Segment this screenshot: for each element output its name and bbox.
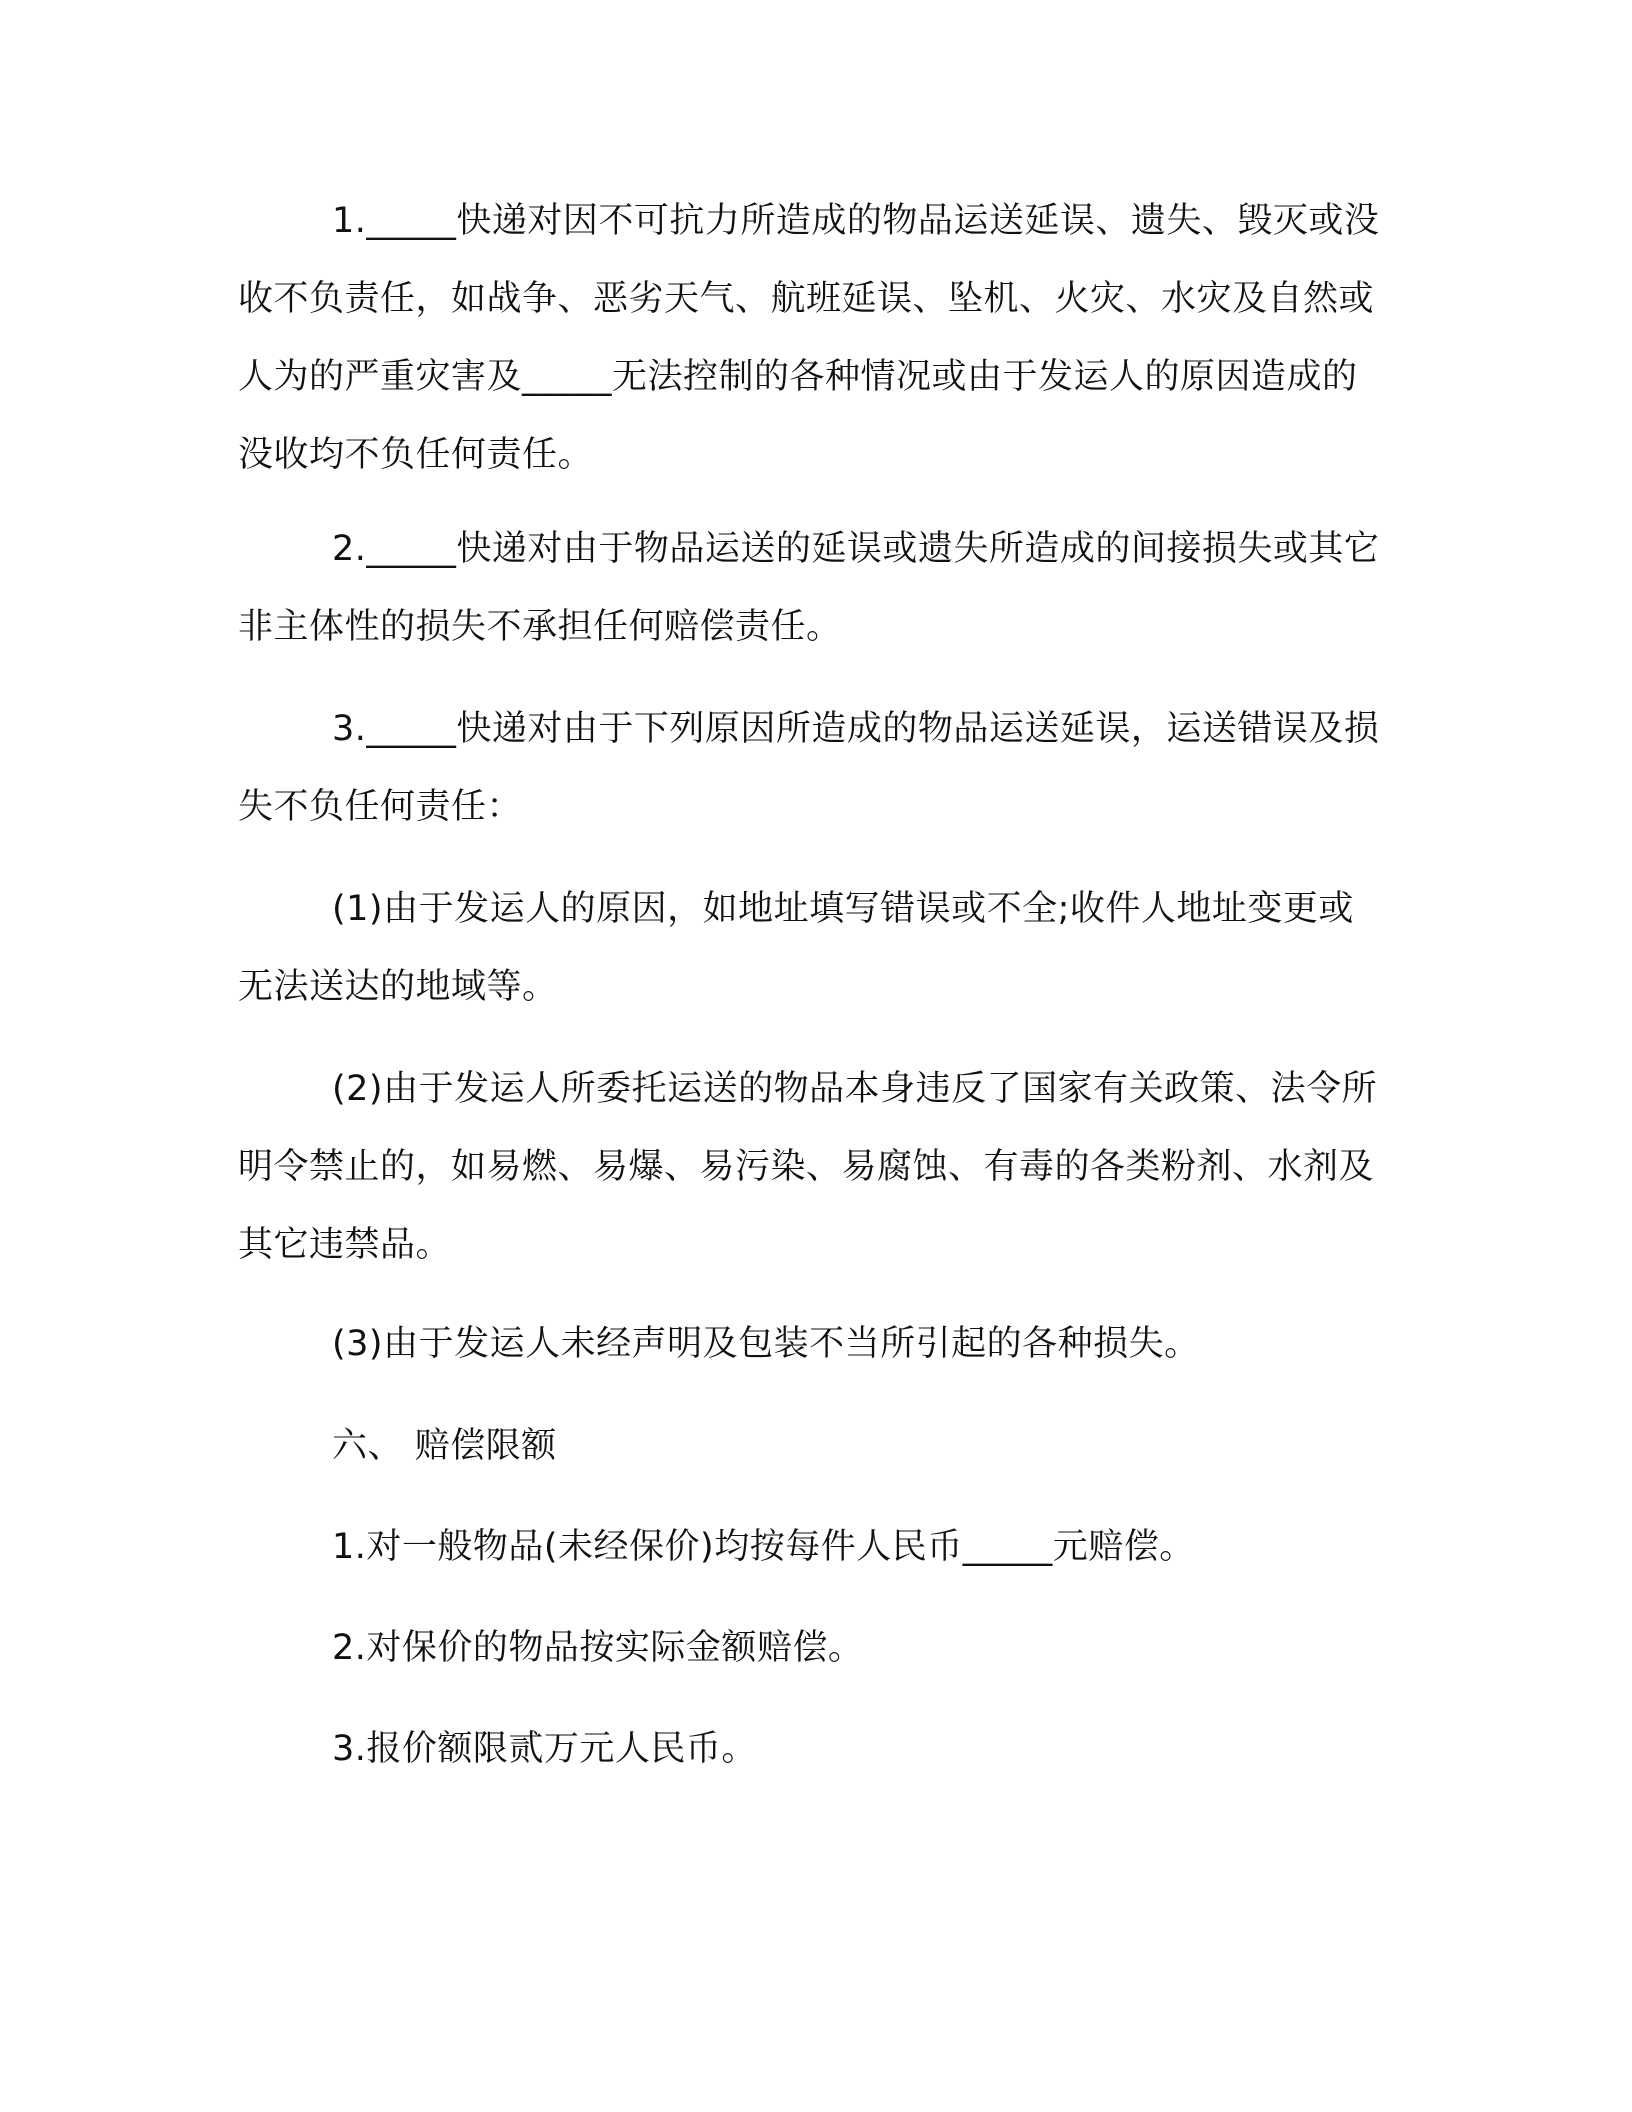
clause-3-1-paragraph: (1)由于发运人的原因，如地址填写错误或不全;收件人地址变更或无法送达的地域等。 [238,889,1354,1007]
clause-3-3-paragraph: (3)由于发运人未经声明及包装不当所引起的各种损失。 [332,1324,1200,1364]
limit-1-paragraph: 1.对一般物品(未经保价)均按每件人民币_____元赔偿。 [332,1527,1195,1567]
section-heading-compensation-limits: 六、 赔偿限额 [332,1426,557,1466]
clause-3-paragraph: 3._____快递对由于下列原因所造成的物品运送延误，运送错误及损失不负任何责任： [238,709,1380,827]
clause-1-paragraph: 1._____快递对因不可抗力所造成的物品运送延误、遗失、毁灭或没收不负责任，如战争、恶劣天气、航班延误、坠机、火灾、水灾及自然或人为的严重灾害及_____无法控制的各种情况或由于发运人的原因造成的没收均不负任何责任。 [238,201,1380,475]
limit-2-paragraph: 2.对保价的物品按实际金额赔偿。 [332,1628,864,1668]
limit-3-paragraph: 3.报价额限贰万元人民币。 [332,1729,757,1769]
clause-3-2-paragraph: (2)由于发运人所委托运送的物品本身违反了国家有关政策、法令所明令禁止的，如易燃、易爆、易污染、易腐蚀、有毒的各类粉剂、水剂及其它违禁品。 [238,1069,1378,1265]
clause-2-paragraph: 2._____快递对由于物品运送的延误或遗失所造成的间接损失或其它非主体性的损失不承担任何赔偿责任。 [238,529,1380,647]
